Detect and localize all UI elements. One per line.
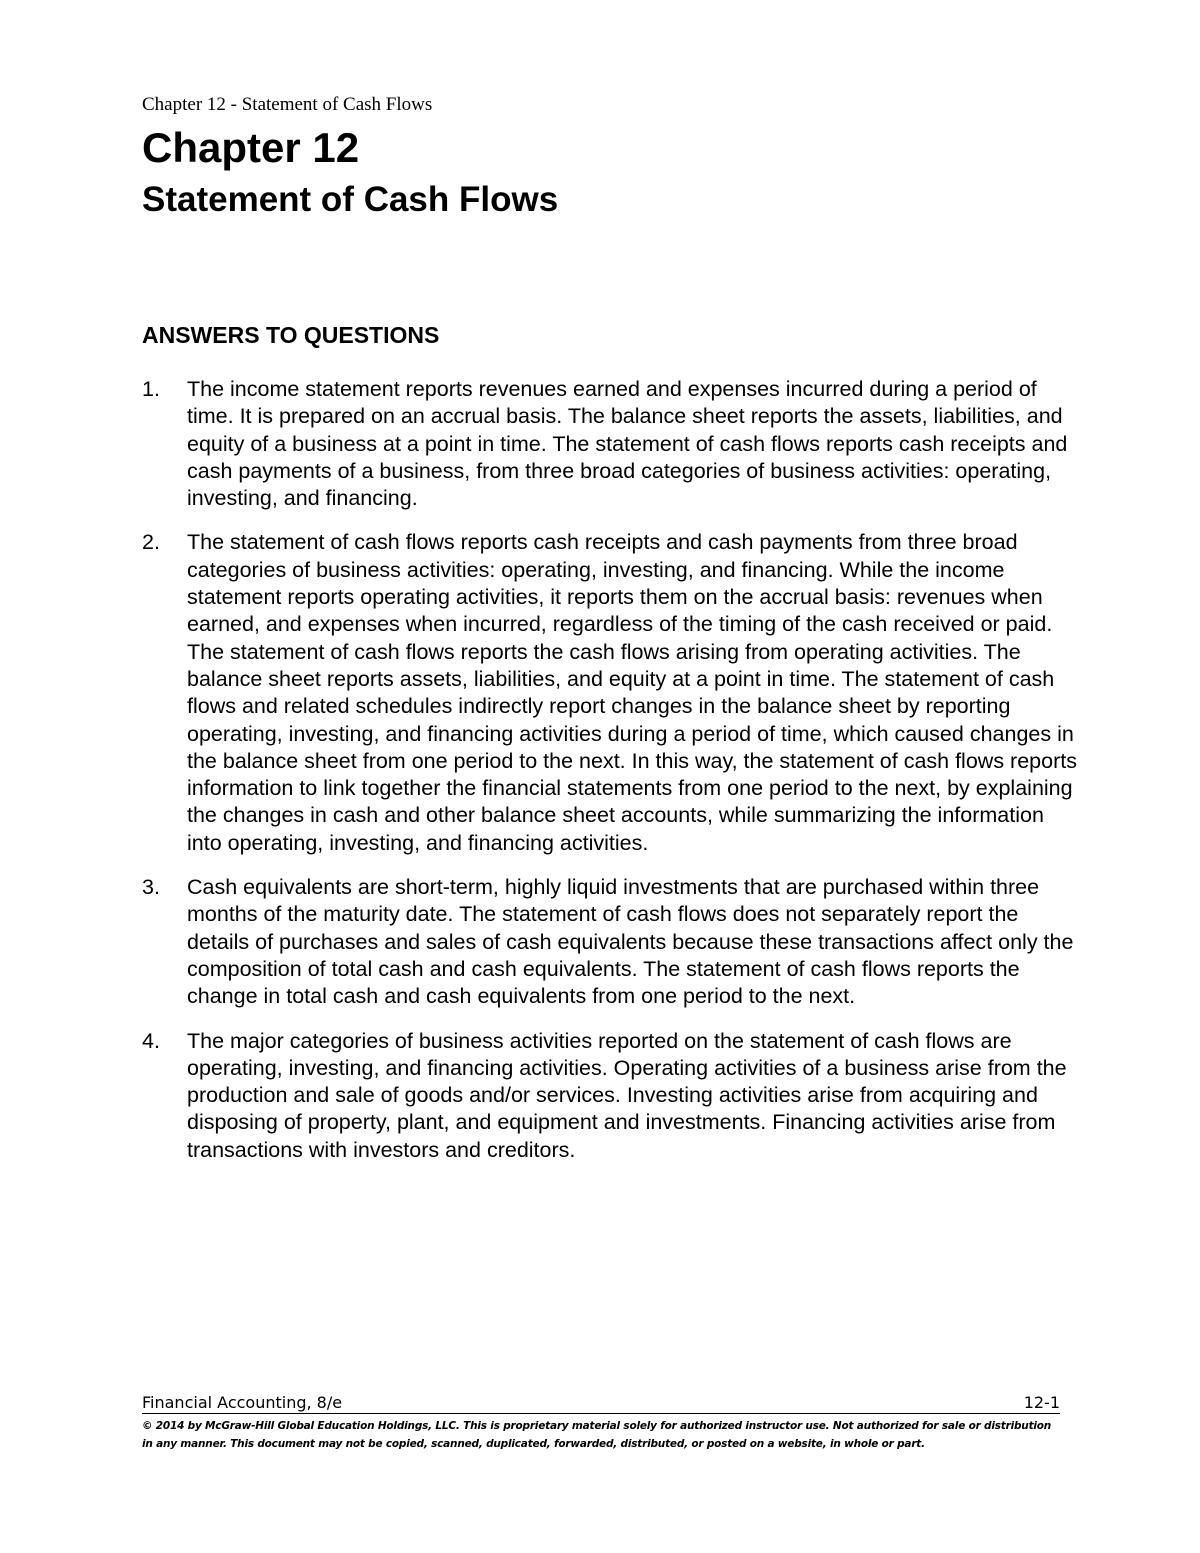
answer-number: 3. bbox=[142, 875, 160, 900]
footer-copyright: © 2014 by McGraw-Hill Global Education Holdings, LLC. This is proprietary material solely for authorized instructor use. Not authorized for sale or distribution in any manner. This document may not be copied, scanned, duplicated, forwarded, distributed, or posted on a website, in whole or part. bbox=[142, 1420, 1052, 1450]
section-heading: ANSWERS TO QUESTIONS bbox=[142, 322, 440, 348]
answer-text: The statement of cash flows reports cash receipts and cash payments from three broad categories of business activities: operating, investing, and financing. While the income statement reports operating activities, it reports them on the accrual basis: revenues when earned, and expenses when incurred, regardless of the timing of the cash received or paid. The statement of cash flows reports the cash flows arising from operating activities. The balance sheet reports assets, liabilities, and equity at a point in time. The statement of cash flows and related schedules indirectly report changes in the balance sheet by reporting operating, investing, and financing activities during a period of time, which caused changes in the balance sheet from one period to the next. In this way, the statement of cash flows reports information to link together the financial statements from one period to the next, by explaining the changes in cash and other balance sheet accounts, while summarizing the information into operating, investing, and financing activities. bbox=[187, 530, 1077, 855]
answer-text: The major categories of business activities reported on the statement of cash flows are operating, investing, and financing activities. Operating activities of a business arise from the production and sale of goods and/or services. Investing activities arise from acquiring and disposing of property, plant, and equipment and investments. Financing activities arise from transactions with investors and creditors. bbox=[187, 1028, 1067, 1162]
answer-item bbox=[142, 376, 1082, 512]
answer-number: 2. bbox=[142, 530, 160, 555]
answer-number: 1. bbox=[142, 377, 160, 401]
answer-item bbox=[142, 874, 1082, 1010]
answers-list bbox=[142, 376, 1082, 1181]
running-header: Chapter 12 - Statement of Cash Flows bbox=[142, 94, 433, 115]
footer-book-title: Financial Accounting, 8/e bbox=[142, 1393, 343, 1412]
answer-item bbox=[142, 1028, 1082, 1164]
answer-text: Cash equivalents are short-term, highly liquid investments that are purchased within three months of the maturity date. The statement of cash flows does not separately report the details of purchases and sales of cash equivalents because these transactions affect only the composition of total cash and cash equivalents. The statement of cash flows reports the change in total cash and cash equivalents from one period to the next. bbox=[187, 875, 1074, 1009]
answer-item bbox=[142, 529, 1082, 857]
answer-number: 4. bbox=[142, 1028, 160, 1053]
footer-page-number: 12-1 bbox=[1023, 1393, 1060, 1412]
footer-line bbox=[142, 1393, 1060, 1414]
answer-text: The income statement reports revenues earned and expenses incurred during a period of time. It is prepared on an accrual basis. The balance sheet reports the assets, liabilities, and equity of a business at a point in time. The statement of cash flows reports cash receipts and cash payments of a business, from three broad categories of business activities: operating, investing, and financing. bbox=[187, 377, 1068, 511]
chapter-title-heading: Statement of Cash Flows bbox=[142, 180, 559, 219]
chapter-number-heading: Chapter 12 bbox=[142, 124, 360, 171]
page-footer bbox=[142, 1393, 1060, 1453]
